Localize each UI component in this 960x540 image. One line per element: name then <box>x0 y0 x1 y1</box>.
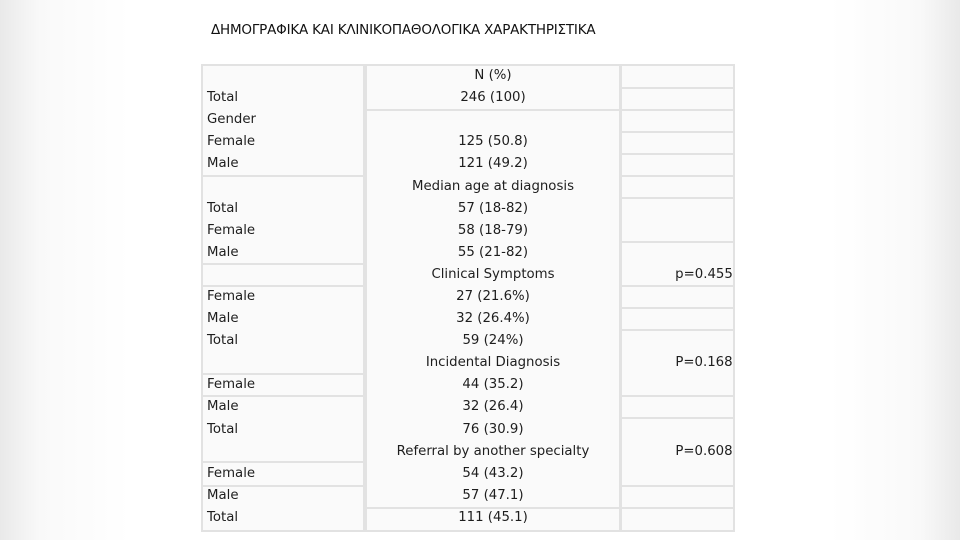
row-label-total: Total <box>207 422 239 437</box>
row-label-male: Male <box>207 245 239 260</box>
section-header-age: Median age at diagnosis <box>411 179 574 194</box>
row-label-female: Female <box>207 289 256 304</box>
row-label-male: Male <box>207 488 239 503</box>
count-cell: 111 (45.1) <box>458 510 528 525</box>
row-label-male: Male <box>207 399 239 414</box>
row-label-total: Total <box>207 201 239 216</box>
row-label-female: Female <box>207 134 256 149</box>
p-value-referral: P=0.608 <box>675 444 733 459</box>
row-label-female: Female <box>207 223 256 238</box>
row-divider <box>622 485 733 487</box>
count-cell: 76 (30.9) <box>462 422 524 437</box>
count-cell: 59 (24%) <box>462 333 524 348</box>
row-divider <box>622 175 733 177</box>
row-divider <box>622 153 733 155</box>
count-cell: 54 (43.2) <box>462 466 524 481</box>
row-divider <box>622 329 733 331</box>
count-cell: 57 (18-82) <box>457 201 529 216</box>
row-divider <box>622 395 733 397</box>
row-label-female: Female <box>207 377 256 392</box>
p-value-incidental: P=0.168 <box>675 355 733 370</box>
p-value-symptoms: p=0.455 <box>675 267 733 282</box>
count-cell: 55 (21-82) <box>457 245 529 260</box>
row-divider <box>203 175 363 177</box>
column-header-n: N (%) <box>474 68 512 83</box>
row-label-female: Female <box>207 466 256 481</box>
row-label-male: Male <box>207 156 239 171</box>
row-divider <box>622 109 733 111</box>
row-divider <box>622 417 733 419</box>
count-cell: 125 (50.8) <box>458 134 528 149</box>
count-cell: 44 (35.2) <box>462 377 524 392</box>
row-divider <box>622 307 733 309</box>
row-label-total: Total <box>207 90 239 105</box>
row-divider <box>622 197 733 199</box>
row-divider <box>622 241 733 243</box>
row-label-gender: Gender <box>207 112 256 127</box>
row-label-total: Total <box>207 333 239 348</box>
count-cell: 58 (18-79) <box>457 223 529 238</box>
count-cell: 246 (100) <box>460 90 526 105</box>
row-divider <box>622 507 733 509</box>
page-title: ΔΗΜΟΓΡΑΦΙΚΑ ΚΑΙ ΚΛΙΝΙΚΟΠΑΘΟΛΟΓΙΚΑ ΧΑΡΑΚΤΗΡΙΣΤΙΚΑ <box>211 22 596 38</box>
row-divider <box>367 109 619 111</box>
count-cell: 32 (26.4%) <box>456 311 530 326</box>
row-divider <box>622 87 733 89</box>
section-header-symptoms: Clinical Symptoms <box>431 267 555 282</box>
section-header-referral: Referral by another specialty <box>396 444 590 459</box>
count-cell: 121 (49.2) <box>458 156 528 171</box>
count-cell: 32 (26.4) <box>462 399 524 414</box>
row-label-male: Male <box>207 311 239 326</box>
section-header-incidental: Incidental Diagnosis <box>425 355 561 370</box>
count-cell: 57 (47.1) <box>462 488 524 503</box>
row-divider <box>622 131 733 133</box>
count-cell: 27 (21.6%) <box>456 289 530 304</box>
row-label-total: Total <box>207 510 239 525</box>
